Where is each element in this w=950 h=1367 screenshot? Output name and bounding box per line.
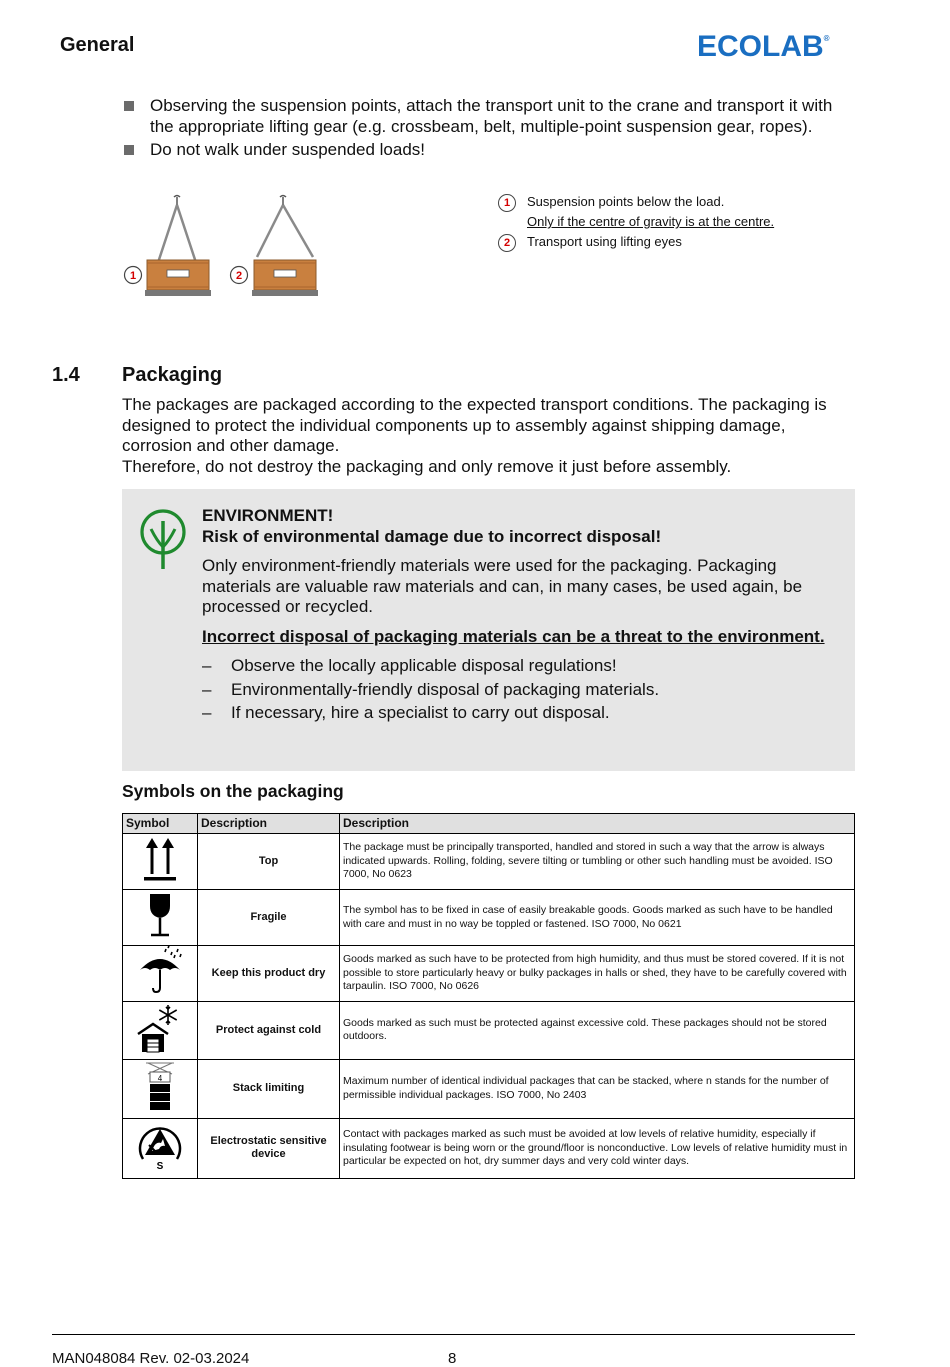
- crate-lifting-eyes-icon: [252, 196, 318, 297]
- symbol-description: Maximum number of identical individual packages that can be stacked, where n stands for the number of permissible individual packages. ISO 7000, No 2403: [340, 1059, 855, 1119]
- table-row: [123, 890, 855, 946]
- tree-icon: [139, 507, 187, 571]
- figure-legend: [497, 192, 817, 252]
- notice-warning: Incorrect disposal of packaging materials can be a threat to the environment.: [202, 626, 825, 646]
- table-row: [123, 1119, 855, 1179]
- stack-limit-number: 4: [157, 1073, 163, 1083]
- bullet-item: Observing the suspension points, attach the transport unit to the crane and transport it with the appropriate lifting gear (e.g. crossbeam, belt, multiple-point suspension gear, ropes).: [122, 96, 852, 137]
- bullet-item: Do not walk under suspended loads!: [122, 140, 852, 161]
- environment-notice-box: [122, 489, 855, 771]
- symbol-name: Fragile: [198, 890, 340, 946]
- symbols-table: [122, 813, 855, 1179]
- fragile-glass-icon: [140, 890, 180, 940]
- legend-number: 1: [498, 194, 516, 212]
- logo-text: ECOLAB: [697, 30, 824, 63]
- environment-notice-content: [202, 506, 842, 727]
- notice-title: ENVIRONMENT!: [202, 506, 334, 525]
- symbol-name: Keep this product dry: [198, 946, 340, 1002]
- column-header: Symbol: [123, 814, 198, 834]
- section-number: 1.4: [52, 364, 80, 386]
- esd-sensitive-icon: [135, 1119, 185, 1173]
- symbol-description: The package must be principally transported, handled and stored in such a way that the arrow is always indicated upwards. Rolling, folding, severe tilting or tumbling or other such handling must be avoided. ISO 7000, No 0623: [340, 834, 855, 890]
- crate-suspension-below-icon: [145, 196, 211, 297]
- symbol-description: Goods marked as such must be protected against excessive cold. These packages should not be stored outdoors.: [340, 1002, 855, 1060]
- figure-label-2: 2: [235, 270, 243, 282]
- symbol-name: Top: [198, 834, 340, 890]
- section-body: [122, 395, 842, 477]
- table-row: [123, 1002, 855, 1060]
- this-way-up-icon: [140, 834, 180, 884]
- table-row: [123, 946, 855, 1002]
- list-item: – Observe the locally applicable disposal regulations!: [202, 656, 617, 675]
- protect-from-cold-icon: [136, 1002, 184, 1054]
- square-bullet-icon: [124, 101, 134, 111]
- symbol-description: Contact with packages marked as such must be avoided at low levels of relative humidity, especially if insulating footwear is being worn or the ground/floor is nonconductive. Low levels of relative humidity must in particular be expected on hot, dry summer days and very cold winter days.: [340, 1119, 855, 1179]
- square-bullet-icon: [124, 145, 134, 155]
- legend-item-2: 2 Transport using lifting eyes: [497, 232, 817, 252]
- logo-registered-mark: ®: [823, 34, 830, 43]
- document-revision: MAN048084 Rev. 02-03.2024: [52, 1350, 250, 1367]
- symbol-name: Stack limiting: [198, 1059, 340, 1119]
- column-header: Description: [198, 814, 340, 834]
- umbrella-rain-icon: [136, 946, 184, 996]
- symbol-name: Protect against cold: [198, 1002, 340, 1060]
- table-header-row: [123, 814, 855, 834]
- paragraph: The packages are packaged according to the expected transport conditions. The packaging is designed to protect the individual components up to assembly against shipping damage, corrosion and other damage.: [122, 395, 827, 455]
- legend-item-1: 1 Suspension points below the load. Only if the centre of gravity is at the centre.: [497, 192, 817, 232]
- notice-list: [202, 656, 842, 724]
- section-title: Packaging: [122, 364, 223, 386]
- page-header-title: General: [60, 34, 135, 56]
- legend-number: 2: [498, 234, 516, 252]
- transport-bullet-list: [122, 96, 852, 164]
- symbol-description: Goods marked as such have to be protected from high humidity, and thus must be stored covered. If it is not possible to store particularly heavy or bulky packages in halls or shed, they have to be carefully covered with tarpaulin. ISO 7000, No 0626: [340, 946, 855, 1002]
- paragraph: Therefore, do not destroy the packaging and only remove it just before assembly.: [122, 456, 732, 476]
- symbol-description: The symbol has to be fixed in case of easily breakable goods. Goods marked as such have to be handled with care and must in no way be toppled or fastened. ISO 7000, No 0621: [340, 890, 855, 946]
- footer-divider: [52, 1334, 855, 1335]
- list-item: – If necessary, hire a specialist to carry out disposal.: [202, 703, 610, 722]
- notice-body: Only environment-friendly materials were used for the packaging. Packaging materials are valuable raw materials and can, in many cases, be used again, be processed or recycled.: [202, 556, 803, 616]
- figure-label-1: 1: [129, 270, 137, 282]
- column-header: Description: [340, 814, 855, 834]
- symbols-heading: Symbols on the packaging: [122, 781, 344, 801]
- crane-lifting-illustration: [120, 193, 325, 303]
- symbol-name: Electrostatic sensitive device: [198, 1119, 340, 1179]
- stack-limit-icon: [140, 1060, 180, 1114]
- page-number: 8: [448, 1350, 457, 1367]
- list-item: – Environmentally-friendly disposal of packaging materials.: [202, 679, 660, 699]
- table-row: [123, 834, 855, 890]
- esd-label: S: [156, 1161, 164, 1172]
- notice-subtitle: Risk of environmental damage due to incorrect disposal!: [202, 526, 662, 546]
- table-row: [123, 1059, 855, 1119]
- ecolab-logo: [697, 30, 830, 64]
